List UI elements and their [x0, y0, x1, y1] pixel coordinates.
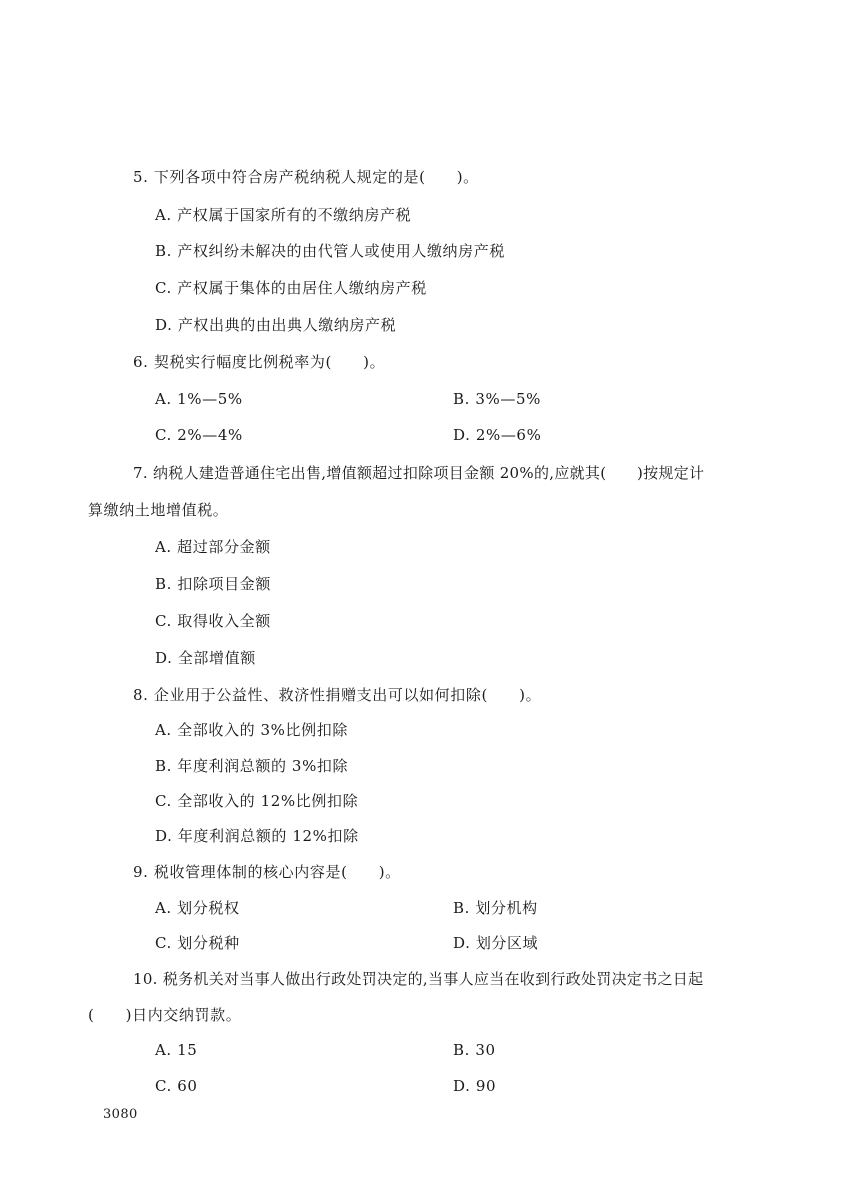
question-8-stem: 8. 企业用于公益性、救济性捐赠支出可以如何扣除( )。 [133, 686, 542, 704]
question-7-option-c: C. 取得收入全额 [155, 612, 271, 630]
question-10-option-d: D. 90 [453, 1077, 497, 1095]
question-7-option-d: D. 全部增值额 [155, 649, 256, 667]
question-7-stem-continued: 算缴纳土地增值税。 [88, 501, 229, 519]
question-10-option-a: A. 15 [155, 1041, 198, 1059]
question-9-option-c: C. 划分税种 [155, 934, 240, 952]
question-9-option-a: A. 划分税权 [155, 899, 240, 917]
question-7-stem: 7. 纳税人建造普通住宅出售,增值额超过扣除项目金额 20%的,应就其( )按规定计 [133, 464, 705, 482]
question-5-option-b: B. 产权纠纷未解决的由代管人或使用人缴纳房产税 [155, 242, 505, 260]
question-10-stem: 10. 税务机关对当事人做出行政处罚决定的,当事人应当在收到行政处罚决定书之日起 [133, 970, 704, 988]
question-8-option-c: C. 全部收入的 12%比例扣除 [155, 792, 359, 810]
question-6-stem: 6. 契税实行幅度比例税率为( )。 [133, 353, 386, 371]
question-6-option-d: D. 2%—6% [453, 426, 542, 444]
question-8-option-a: A. 全部收入的 3%比例扣除 [155, 721, 348, 739]
question-9-stem: 9. 税收管理体制的核心内容是( )。 [133, 863, 401, 881]
question-5-option-d: D. 产权出典的由出典人缴纳房产税 [155, 316, 397, 334]
question-7-option-b: B. 扣除项目金额 [155, 575, 271, 593]
question-5-option-c: C. 产权属于集体的由居住人缴纳房产税 [155, 279, 427, 297]
question-10-option-b: B. 30 [453, 1041, 496, 1059]
question-5-option-a: A. 产权属于国家所有的不缴纳房产税 [155, 206, 412, 224]
question-10-stem-continued: ( )日内交纳罚款。 [88, 1006, 242, 1024]
question-6-option-b: B. 3%—5% [453, 390, 541, 408]
question-6-option-a: A. 1%—5% [155, 390, 243, 408]
page-code: 3080 [103, 1107, 138, 1122]
question-10-option-c: C. 60 [155, 1077, 198, 1095]
question-8-option-b: B. 年度利润总额的 3%扣除 [155, 757, 349, 775]
question-8-option-d: D. 年度利润总额的 12%扣除 [155, 827, 359, 845]
question-7-option-a: A. 超过部分金额 [155, 538, 271, 556]
question-9-option-d: D. 划分区域 [453, 934, 539, 952]
question-9-option-b: B. 划分机构 [453, 899, 538, 917]
question-5-stem: 5. 下列各项中符合房产税纳税人规定的是( )。 [133, 168, 479, 186]
question-6-option-c: C. 2%—4% [155, 426, 243, 444]
